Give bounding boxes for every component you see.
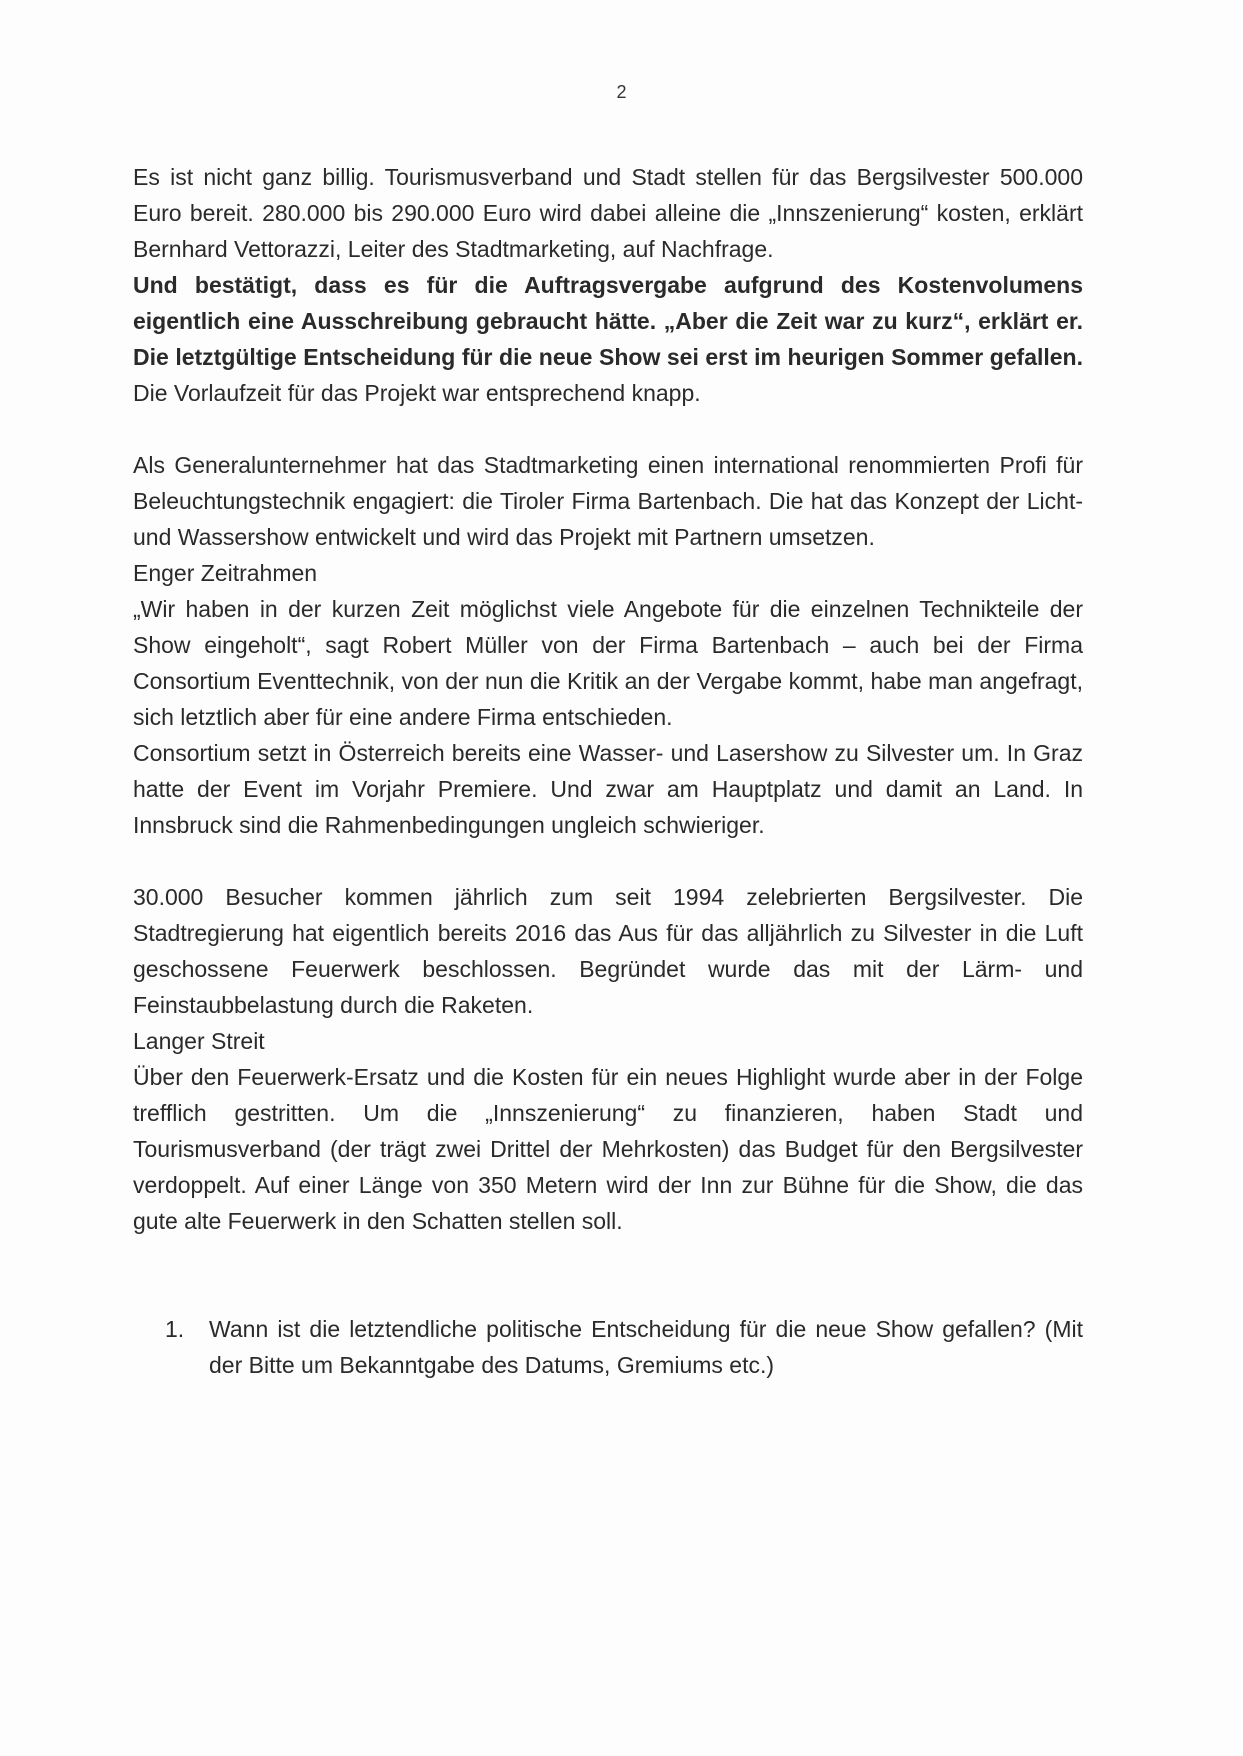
spacer [133, 1239, 1083, 1311]
paragraph-consortium: Consortium setzt in Österreich bereits eine Wasser- und Lasershow zu Silvester um. In Graz hatte der Event im Vorjahr Premiere. Und zwar am Hauptplatz und damit an Land. In Innsbruck sind die Rahmenbedingungen ungleich schwieriger. [133, 740, 1083, 838]
paragraph-cost-tail: Die Vorlaufzeit für das Projekt war entsprechend knapp. [133, 380, 701, 406]
paragraph-general-contractor: Als Generalunternehmer hat das Stadtmarketing einen international renommierten Profi für Beleuchtungstechnik engagiert: die Tiroler Firma Bartenbach. Die hat das Konzept der Licht- und Wassershow entwickelt und wird das Projekt mit Partnern umsetzen. [133, 452, 1083, 550]
subheading-enger-zeitrahmen: Enger Zeitrahmen [133, 560, 318, 586]
paragraph-cost-intro: Es ist nicht ganz billig. Tourismusverband und Stadt stellen für das Bergsilvester 500.000 Euro bereit. 280.000 bis 290.000 Euro wird dabei alleine die „Innszenierung“ kosten, erklärt Bernhard Vettorazzi, Leiter des Stadtmarketing, auf Nachfrage. [133, 164, 1083, 262]
question-number: 1. [165, 1316, 185, 1342]
paragraph-quote-mueller: „Wir haben in der kurzen Zeit möglichst viele Angebote für die einzelnen Technikteile der Show eingeholt“, sagt Robert Müller von der Firma Bartenbach – auch bei der Firma Consortium Eventtechnik, von der nun die Kritik an der Vergabe kommt, habe man angefragt, sich letztlich aber für eine andere Firma entschieden. [133, 596, 1083, 730]
paragraph-cost-bold: Und bestätigt, dass es für die Auftragsvergabe aufgrund des Kostenvolumens eigentlich eine Ausschreibung gebraucht hätte. „Aber die Zeit war zu kurz“, erklärt er. Die letztgültige Entscheidung für die neue Show sei erst im heurigen Sommer gefallen. [133, 272, 1083, 370]
page-number: 2 [616, 82, 627, 102]
paragraph-cost [133, 159, 1083, 411]
question-item [133, 1311, 1083, 1383]
spacer [133, 843, 1083, 879]
paragraph-budget: Über den Feuerwerk-Ersatz und die Kosten für ein neues Highlight wurde aber in der Folge trefflich gestritten. Um die „Innszenierung“ zu finanzieren, haben Stadt und Tourismusverband (der trägt zwei Drittel der Mehrkosten) das Budget für den Bergsilvester verdoppelt. Auf einer Länge von 350 Metern wird der Inn zur Bühne für die Show, die das gute alte Feuerwerk in den Schatten stellen soll. [133, 1064, 1083, 1234]
paragraph-visitors: 30.000 Besucher kommen jährlich zum seit 1994 zelebrierten Bergsilvester. Die Stadtregierung hat eigentlich bereits 2016 das Aus für das alljährlich zu Silvester in die Luft geschossene Feuerwerk beschlossen. Begründet wurde das mit der Lärm- und Feinstaubbelastung durch die Raketen. [133, 884, 1083, 1018]
spacer [133, 411, 1083, 447]
question-text: Wann ist die letztendliche politische Entscheidung für die neue Show gefallen? (Mit der Bitte um Bekanntgabe des Datums, Gremiums etc.) [209, 1316, 1083, 1378]
subheading-langer-streit: Langer Streit [133, 1028, 265, 1054]
document-body [133, 159, 1083, 1383]
